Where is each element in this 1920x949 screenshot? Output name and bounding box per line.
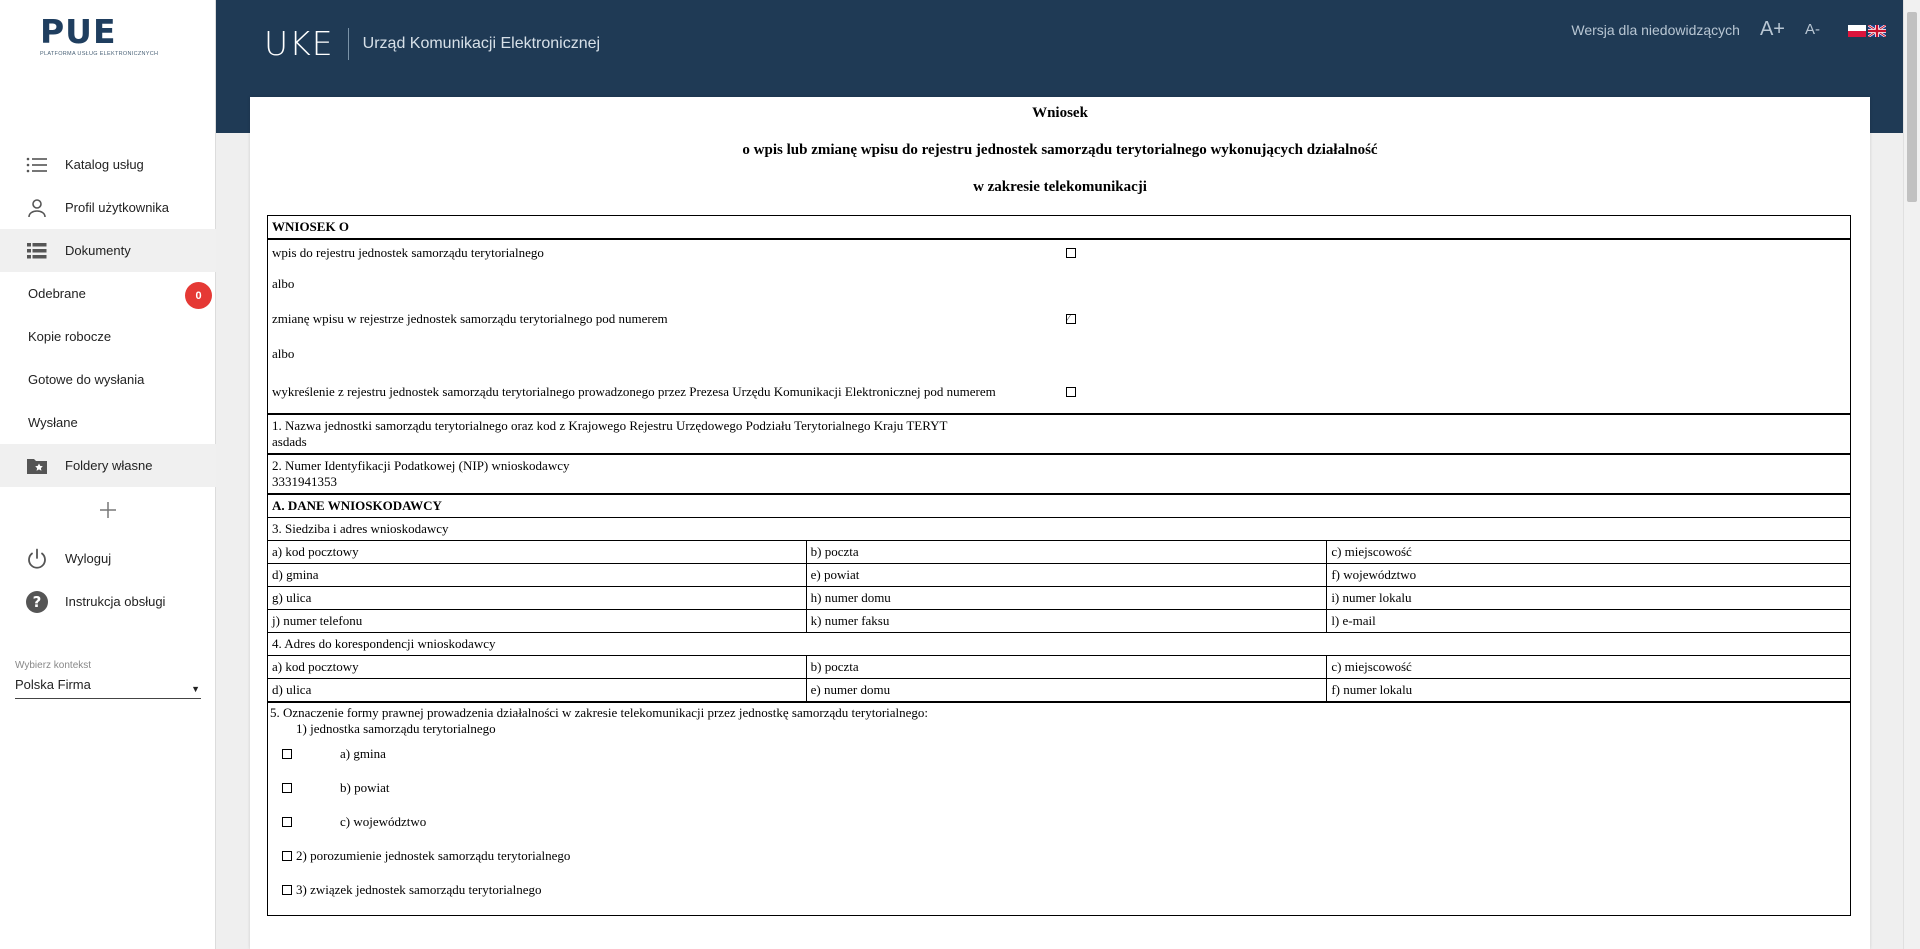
legal-form-powiat-checkbox[interactable]	[282, 783, 292, 793]
legal-form-union-checkbox[interactable]	[282, 885, 292, 895]
nav-received[interactable]	[0, 272, 216, 315]
font-increase-button[interactable]: A+	[1759, 18, 1785, 40]
logo-subtitle: PLATFORMA USŁUG ELEKTRONICZNYCH	[40, 51, 159, 57]
nav-received-label: Odebrane	[28, 286, 86, 301]
nav-catalog-label: Katalog usług	[65, 157, 144, 172]
header-tools	[1571, 18, 1886, 41]
scrollbar-thumb[interactable]	[1907, 12, 1917, 202]
addr3-county[interactable]: e) powiat	[806, 564, 1327, 587]
help-button[interactable]	[0, 580, 216, 623]
nav-profile-label: Profil użytkownika	[65, 200, 170, 215]
legal-form-agreement-label: 2) porozumienie jednostek samorządu terytorialnego	[296, 848, 571, 863]
svg-text:?: ?	[32, 592, 41, 611]
addr4-house-number[interactable]: e) numer domu	[806, 679, 1327, 703]
nav-drafts-label: Kopie robocze	[28, 329, 112, 344]
field-5-label: 5. Oznaczenie formy prawnej prowadzenia działalności w zakresie telekomunikacji przez jednostkę samorządu terytorialnego:	[270, 705, 929, 720]
field-1-unit-name	[268, 414, 1851, 454]
option-change-checkbox[interactable]	[1066, 314, 1076, 324]
or-label-1: albo	[272, 275, 295, 291]
addr3-house-number[interactable]: h) numer domu	[806, 587, 1327, 610]
uke-logo[interactable]	[264, 24, 600, 63]
nav-own-folders[interactable]	[0, 444, 216, 487]
addr4-post-office[interactable]: b) poczta	[806, 656, 1327, 679]
addr4-apartment-number[interactable]: f) numer lokalu	[1327, 679, 1851, 703]
addr3-postal-code[interactable]: a) kod pocztowy	[268, 541, 807, 564]
plus-icon	[99, 501, 117, 524]
nav-profile[interactable]	[0, 186, 216, 229]
option-removal-checkbox[interactable]	[1066, 387, 1076, 397]
received-count-badge: 0	[185, 282, 212, 309]
uke-logo-mark: UKE	[264, 24, 334, 63]
addr4-postal-code[interactable]: a) kod pocztowy	[268, 656, 807, 679]
list-icon	[0, 153, 65, 177]
field-5-legal-form	[268, 702, 1851, 916]
nav-drafts[interactable]	[0, 315, 216, 358]
option-change-label: zmianę wpisu w rejestrze jednostek samorządu terytorialnego pod numerem	[272, 310, 668, 326]
form-title: Wniosek	[1032, 105, 1088, 121]
nav-sent-label: Wysłane	[28, 415, 78, 430]
legal-form-voivodeship-label: c) województwo	[340, 814, 427, 829]
addr3-municipality[interactable]: d) gmina	[268, 564, 807, 587]
flag-uk-icon[interactable]	[1868, 24, 1886, 36]
addr3-email[interactable]: l) e-mail	[1327, 610, 1851, 633]
main-nav	[0, 143, 216, 623]
legal-form-gmina-checkbox[interactable]	[282, 749, 292, 759]
application-form-table	[267, 215, 1851, 916]
nav-own-folders-label: Foldery własne	[65, 458, 153, 473]
nav-sent[interactable]	[0, 401, 216, 444]
field-1-label: 1. Nazwa jednostki samorządu terytorialnego oraz kod z Krajowego Rejestru Urzędowego Podziału Terytorialnego Kraju TERYT	[272, 418, 948, 433]
section-a-heading: A. DANE WNIOSKODAWCY	[268, 494, 1851, 518]
org-name: Urząd Komunikacji Elektronicznej	[362, 34, 601, 52]
legal-form-voivodeship-checkbox[interactable]	[282, 817, 292, 827]
folder-star-icon	[0, 454, 65, 478]
legal-form-union-label: 3) związek jednostek samorządu terytorialnego	[296, 882, 542, 897]
power-icon	[0, 547, 65, 571]
context-select[interactable]	[15, 677, 201, 699]
legal-form-gmina-label: a) gmina	[340, 746, 386, 761]
nav-catalog[interactable]	[0, 143, 216, 186]
field-3-label: 3. Siedziba i adres wnioskodawcy	[268, 518, 1851, 541]
documents-icon	[0, 239, 65, 263]
field-5-sub1-label: 1) jednostka samorządu terytorialnego	[296, 721, 496, 736]
add-folder-button[interactable]	[0, 487, 216, 537]
flag-pl-icon[interactable]	[1848, 24, 1866, 36]
form-title-line2: o wpis lub zmianę wpisu do rejestru jednostek samorządu terytorialnego wykonujących działalność	[742, 142, 1378, 158]
nav-documents[interactable]	[0, 229, 216, 272]
field-2-nip	[268, 454, 1851, 494]
logo-title: PUE	[40, 12, 117, 51]
page-scrollbar[interactable]	[1903, 0, 1920, 949]
logo-divider	[348, 28, 349, 60]
option-entry-checkbox[interactable]	[1066, 248, 1076, 258]
logout-button[interactable]	[0, 537, 216, 580]
context-label: Wybierz kontekst	[15, 660, 92, 671]
addr3-phone[interactable]: j) numer telefonu	[268, 610, 807, 633]
form-title-line3: w zakresie telekomunikacji	[973, 179, 1147, 195]
addr3-voivodeship[interactable]: f) województwo	[1327, 564, 1851, 587]
legal-form-powiat-label: b) powiat	[340, 780, 390, 795]
application-form-document	[250, 97, 1870, 949]
nav-ready-to-send[interactable]	[0, 358, 216, 401]
help-icon	[0, 590, 65, 614]
field-2-label: 2. Numer Identyfikacji Podatkowej (NIP) wnioskodawcy	[272, 458, 570, 473]
field-1-value[interactable]: asdads	[272, 434, 307, 449]
help-label: Instrukcja obsługi	[65, 594, 166, 609]
font-decrease-button[interactable]: A-	[1805, 21, 1820, 38]
context-selector[interactable]	[15, 660, 201, 699]
request-type-options	[268, 239, 1851, 414]
field-2-value[interactable]: 3331941353	[272, 474, 337, 489]
addr3-apartment-number[interactable]: i) numer lokalu	[1327, 587, 1851, 610]
logout-label: Wyloguj	[65, 551, 112, 566]
legal-form-agreement-checkbox[interactable]	[282, 851, 292, 861]
nav-documents-label: Dokumenty	[65, 243, 131, 258]
sidebar	[0, 0, 216, 949]
low-vision-link[interactable]: Wersja dla niedowidzących	[1571, 21, 1740, 38]
dropdown-arrow-icon: ▼	[191, 684, 200, 694]
addr4-city[interactable]: c) miejscowość	[1327, 656, 1851, 679]
option-entry-label: wpis do rejestru jednostek samorządu terytorialnego	[272, 245, 544, 260]
context-value: Polska Firma	[15, 677, 91, 692]
addr3-city[interactable]: c) miejscowość	[1327, 541, 1851, 564]
option-removal-label: wykreślenie z rejestru jednostek samorządu terytorialnego prowadzonego przez Prezesa Urzędu Komunikacji Elektronicznej pod numerem	[272, 384, 996, 399]
addr3-street[interactable]: g) ulica	[268, 587, 807, 610]
addr3-post-office[interactable]: b) poczta	[806, 541, 1327, 564]
or-label-2: albo	[272, 345, 295, 361]
addr4-street[interactable]: d) ulica	[268, 679, 807, 703]
nav-ready-label: Gotowe do wysłania	[28, 372, 145, 387]
addr3-fax[interactable]: k) numer faksu	[806, 610, 1327, 633]
field-4-label: 4. Adres do korespondencji wnioskodawcy	[268, 633, 1851, 656]
pue-logo[interactable]	[40, 14, 158, 57]
request-type-heading: WNIOSEK O	[268, 216, 1851, 240]
person-icon	[0, 196, 65, 220]
